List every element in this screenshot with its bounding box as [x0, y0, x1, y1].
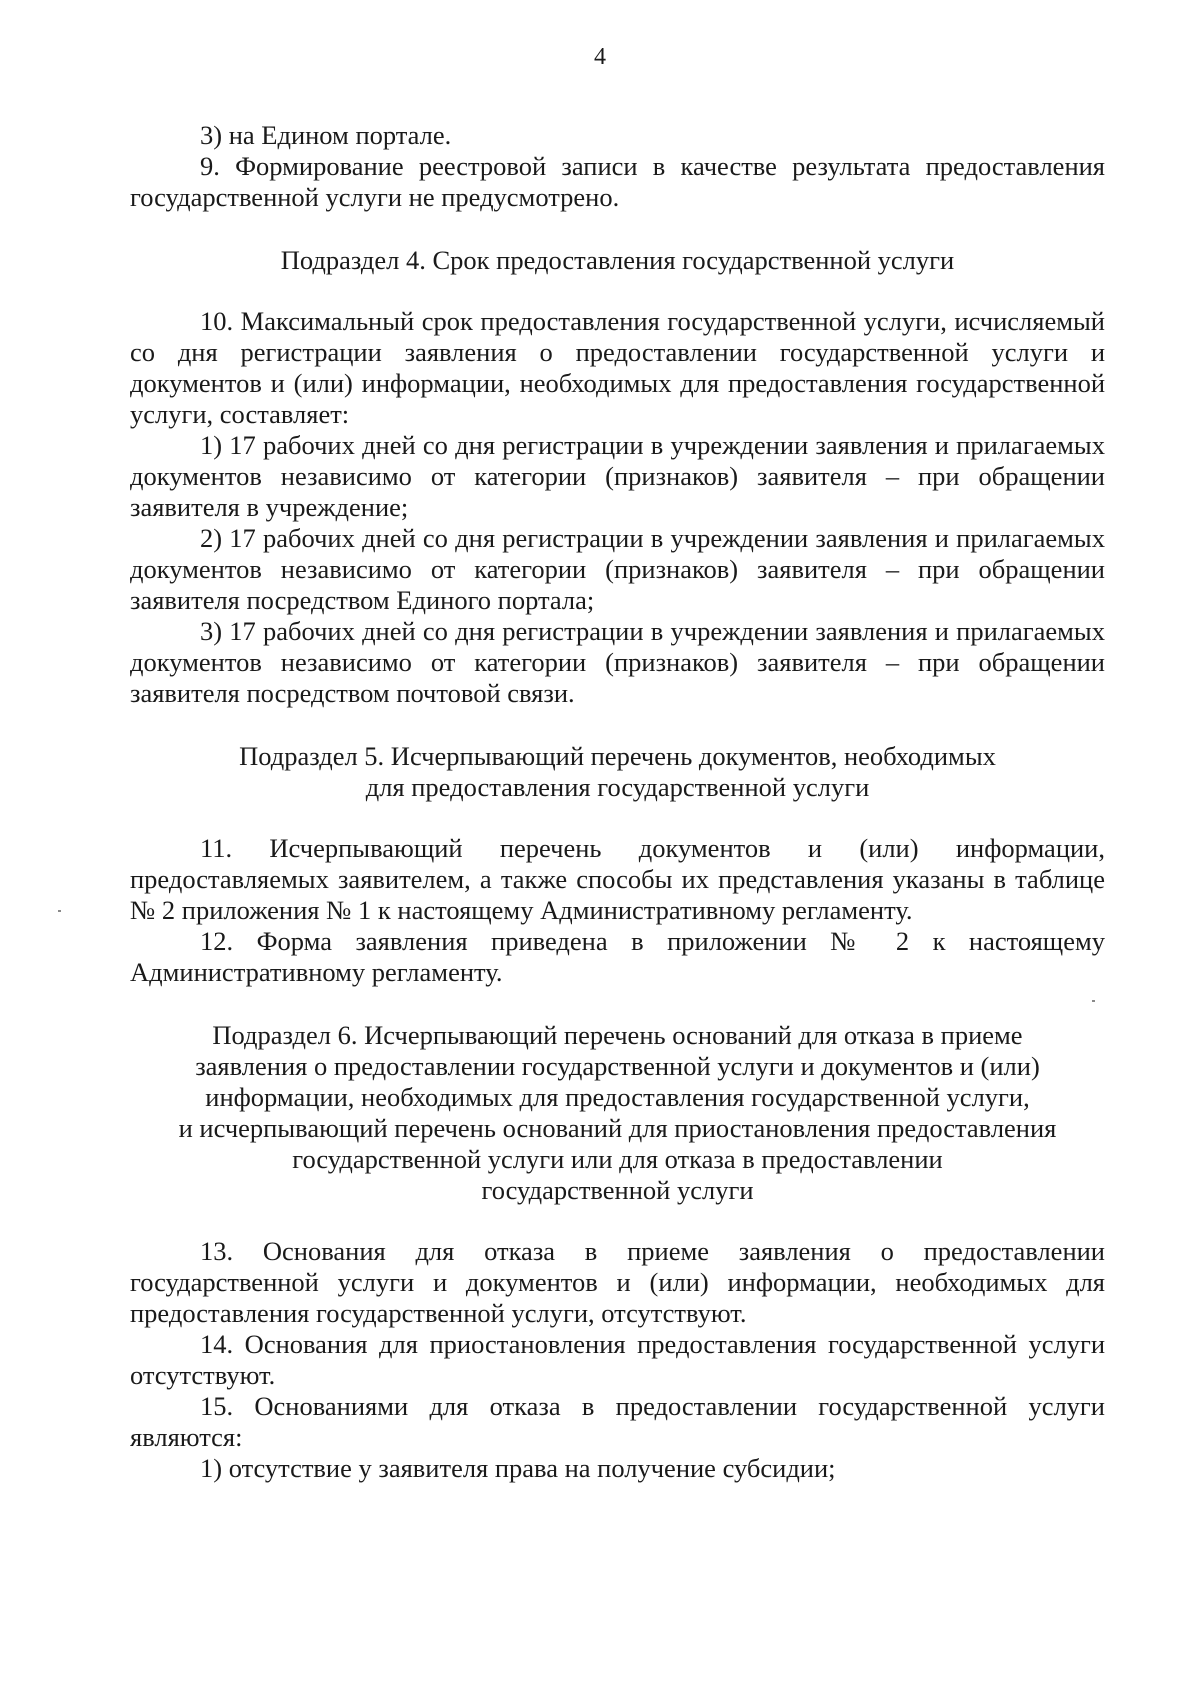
paragraph-10-max-term: 10. Максимальный срок предоставления государственной услуги, исчисляемый со дня регистрации заявления о предоставлении государственной услуги и документов и (или) информации, необходимых для предоставления государственной услуги, составляет:: [130, 306, 1105, 429]
heading-subsection-5: [130, 741, 1105, 803]
heading-subsection-4: [130, 245, 1105, 276]
paragraph-11-documents-list: 11. Исчерпывающий перечень документов и (или) информации, предоставляемых заявителем, а также способы их представления указаны в таблице № 2 приложения № 1 к настоящему Административному регламенту.: [130, 833, 1105, 925]
heading-line: информации, необходимых для предоставления государственной услуги,: [205, 1082, 1030, 1112]
page-number: 4: [594, 44, 606, 70]
heading-line: заявления о предоставлении государственной услуги и документов и (или): [195, 1051, 1040, 1081]
heading-line: Подраздел 6. Исчерпывающий перечень оснований для отказа в приеме: [212, 1020, 1023, 1050]
scan-speck: [1092, 1000, 1095, 1002]
paragraph-15-refusal-grounds: 15. Основаниями для отказа в предоставлении государственной услуги являются:: [130, 1391, 1105, 1452]
paragraph-14-no-suspension-grounds: 14. Основания для приостановления предоставления государственной услуги отсутствуют.: [130, 1329, 1105, 1390]
heading-line: и исчерпывающий перечень оснований для приостановления предоставления: [178, 1113, 1057, 1143]
paragraph-15-item-1: 1) отсутствие у заявителя права на получение субсидии;: [200, 1453, 836, 1483]
paragraph-9-registry-record: 9. Формирование реестровой записи в качестве результата предоставления государственной услуги не предусмотрено.: [130, 151, 1105, 212]
heading-subsection-6: [130, 1020, 1105, 1206]
paragraph-10-item-3: 3) 17 рабочих дней со дня регистрации в учреждении заявления и прилагаемых документов независимо от категории (признаков) заявителя – при обращении заявителя посредством почтовой связи.: [130, 616, 1105, 708]
document-body: [130, 120, 1105, 1484]
heading-line: государственной услуги или для отказа в предоставлении: [292, 1144, 943, 1174]
paragraph-item-3-portal: 3) на Едином портале.: [200, 120, 452, 150]
heading-line: Подраздел 5. Исчерпывающий перечень документов, необходимых: [239, 741, 996, 771]
paragraph-10-item-2: 2) 17 рабочих дней со дня регистрации в учреждении заявления и прилагаемых документов независимо от категории (признаков) заявителя – при обращении заявителя посредством Единого портала;: [130, 523, 1105, 615]
paragraph-10-item-1: 1) 17 рабочих дней со дня регистрации в учреждении заявления и прилагаемых документов независимо от категории (признаков) заявителя – при обращении заявителя в учреждение;: [130, 430, 1105, 522]
heading-line: Подраздел 4. Срок предоставления государственной услуги: [280, 245, 955, 275]
heading-line: для предоставления государственной услуги: [365, 772, 870, 802]
paragraph-12-application-form: 12. Форма заявления приведена в приложении № 2 к настоящему Административному регламенту.: [130, 926, 1105, 987]
heading-line: государственной услуги: [481, 1175, 754, 1205]
scan-speck: [58, 910, 61, 912]
paragraph-13-no-refusal-grounds: 13. Основания для отказа в приеме заявления о предоставлении государственной услуги и документов и (или) информации, необходимых для предоставления государственной услуги, отсутствуют.: [130, 1236, 1105, 1328]
